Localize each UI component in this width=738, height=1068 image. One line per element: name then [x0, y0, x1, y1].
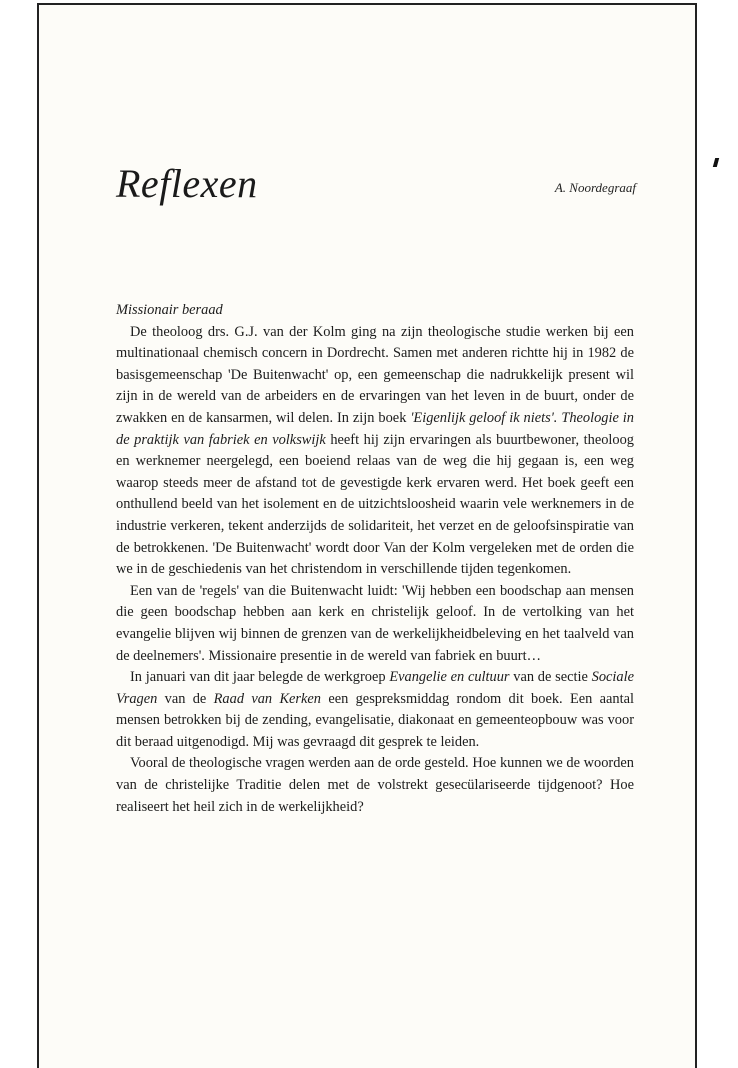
- paragraph-1-text-a: De theoloog drs. G.J. van der Kolm ging na zijn theologische studie werken bij een multinationaal chemisch concern in Dordrecht. Samen met anderen richtte hij in 1982 de basisgemeenschap 'De Buitenwacht' op, een gemeenschap die nadrukkelijk present wil zijn in de wereld van de arbeiders en de ervaringen van het leven in de buurt, onder de zwakken en de kansarmen, wil delen. In zijn boek: [116, 323, 634, 426]
- author-name: A. Noordegraaf: [554, 180, 636, 195]
- council-name: Raad van Kerken: [213, 690, 321, 707]
- paragraph-3: [116, 667, 634, 753]
- paragraph-3-text-c: van de: [157, 690, 214, 707]
- book-title: 'Eigenlijk geloof ik niets'. Theologie in de praktijk van fabriek en volkswijk: [116, 409, 634, 448]
- section-name: Sociale Vragen: [116, 669, 634, 707]
- margin-mark: [713, 158, 719, 167]
- paragraph-3-text-d: een gespreksmiddag rondom dit boek. Een aantal mensen betrokken bij de zending, evangelisatie, diakonaat en gemeenteopbouw was voor dit beraad uitgenodigd. Mij was gevraagd dit gesprek te leiden.: [116, 690, 635, 750]
- paragraph-3-text-a: In januari van dit jaar belegde de werkgroep: [130, 669, 390, 686]
- paragraph-3-text-b: van de sectie: [509, 669, 592, 686]
- article-title: Reflexen: [116, 161, 258, 206]
- workgroup-name: Evangelie en cultuur: [389, 669, 510, 686]
- section-heading: Missionair beraad: [116, 302, 223, 318]
- paragraph-1-text-b: heeft hij zijn ervaringen als buurtbewoner, theoloog en werknemer neergelegd, een boeiend relaas van de weg die hij gegaan is, een weg waarop steeds meer de afstand tot de gevestigde kerk ervaren werd. Het boek geeft een onthullend beeld van het isolement en de uitzichtsloosheid waarin vele werknemers in de industrie verkeren, tekent anderzijds de solidariteit, het verzet en de geloofsinspiratie van de betrokkenen. 'De Buitenwacht' wordt door Van der Kolm vergeleken met de orden die we in de geschiedenis van het christendom in verschillende tijden tegenkomen.: [116, 431, 634, 578]
- article-body: [116, 300, 634, 818]
- paragraph-1: [116, 322, 634, 581]
- paragraph-4: Vooral de theologische vragen werden aan de orde gesteld. Hoe kunnen we de woorden van de christelijke Traditie delen met de volstrekt gesecülariseerde tijdgenoot? Hoe realiseert het heil zich in de werkelijkheid?: [116, 755, 634, 815]
- paragraph-2: Een van de 'regels' van die Buitenwacht luidt: 'Wij hebben een boodschap aan mensen die geen boodschap hebben aan kerk en christelijk geloof. In de vertolking van het evangelie blijven wij binnen de grenzen van de werkelijkheidbeleving en het taalveld van de deelnemers'. Missionaire presentie in de wereld van fabriek en buurt…: [116, 582, 634, 664]
